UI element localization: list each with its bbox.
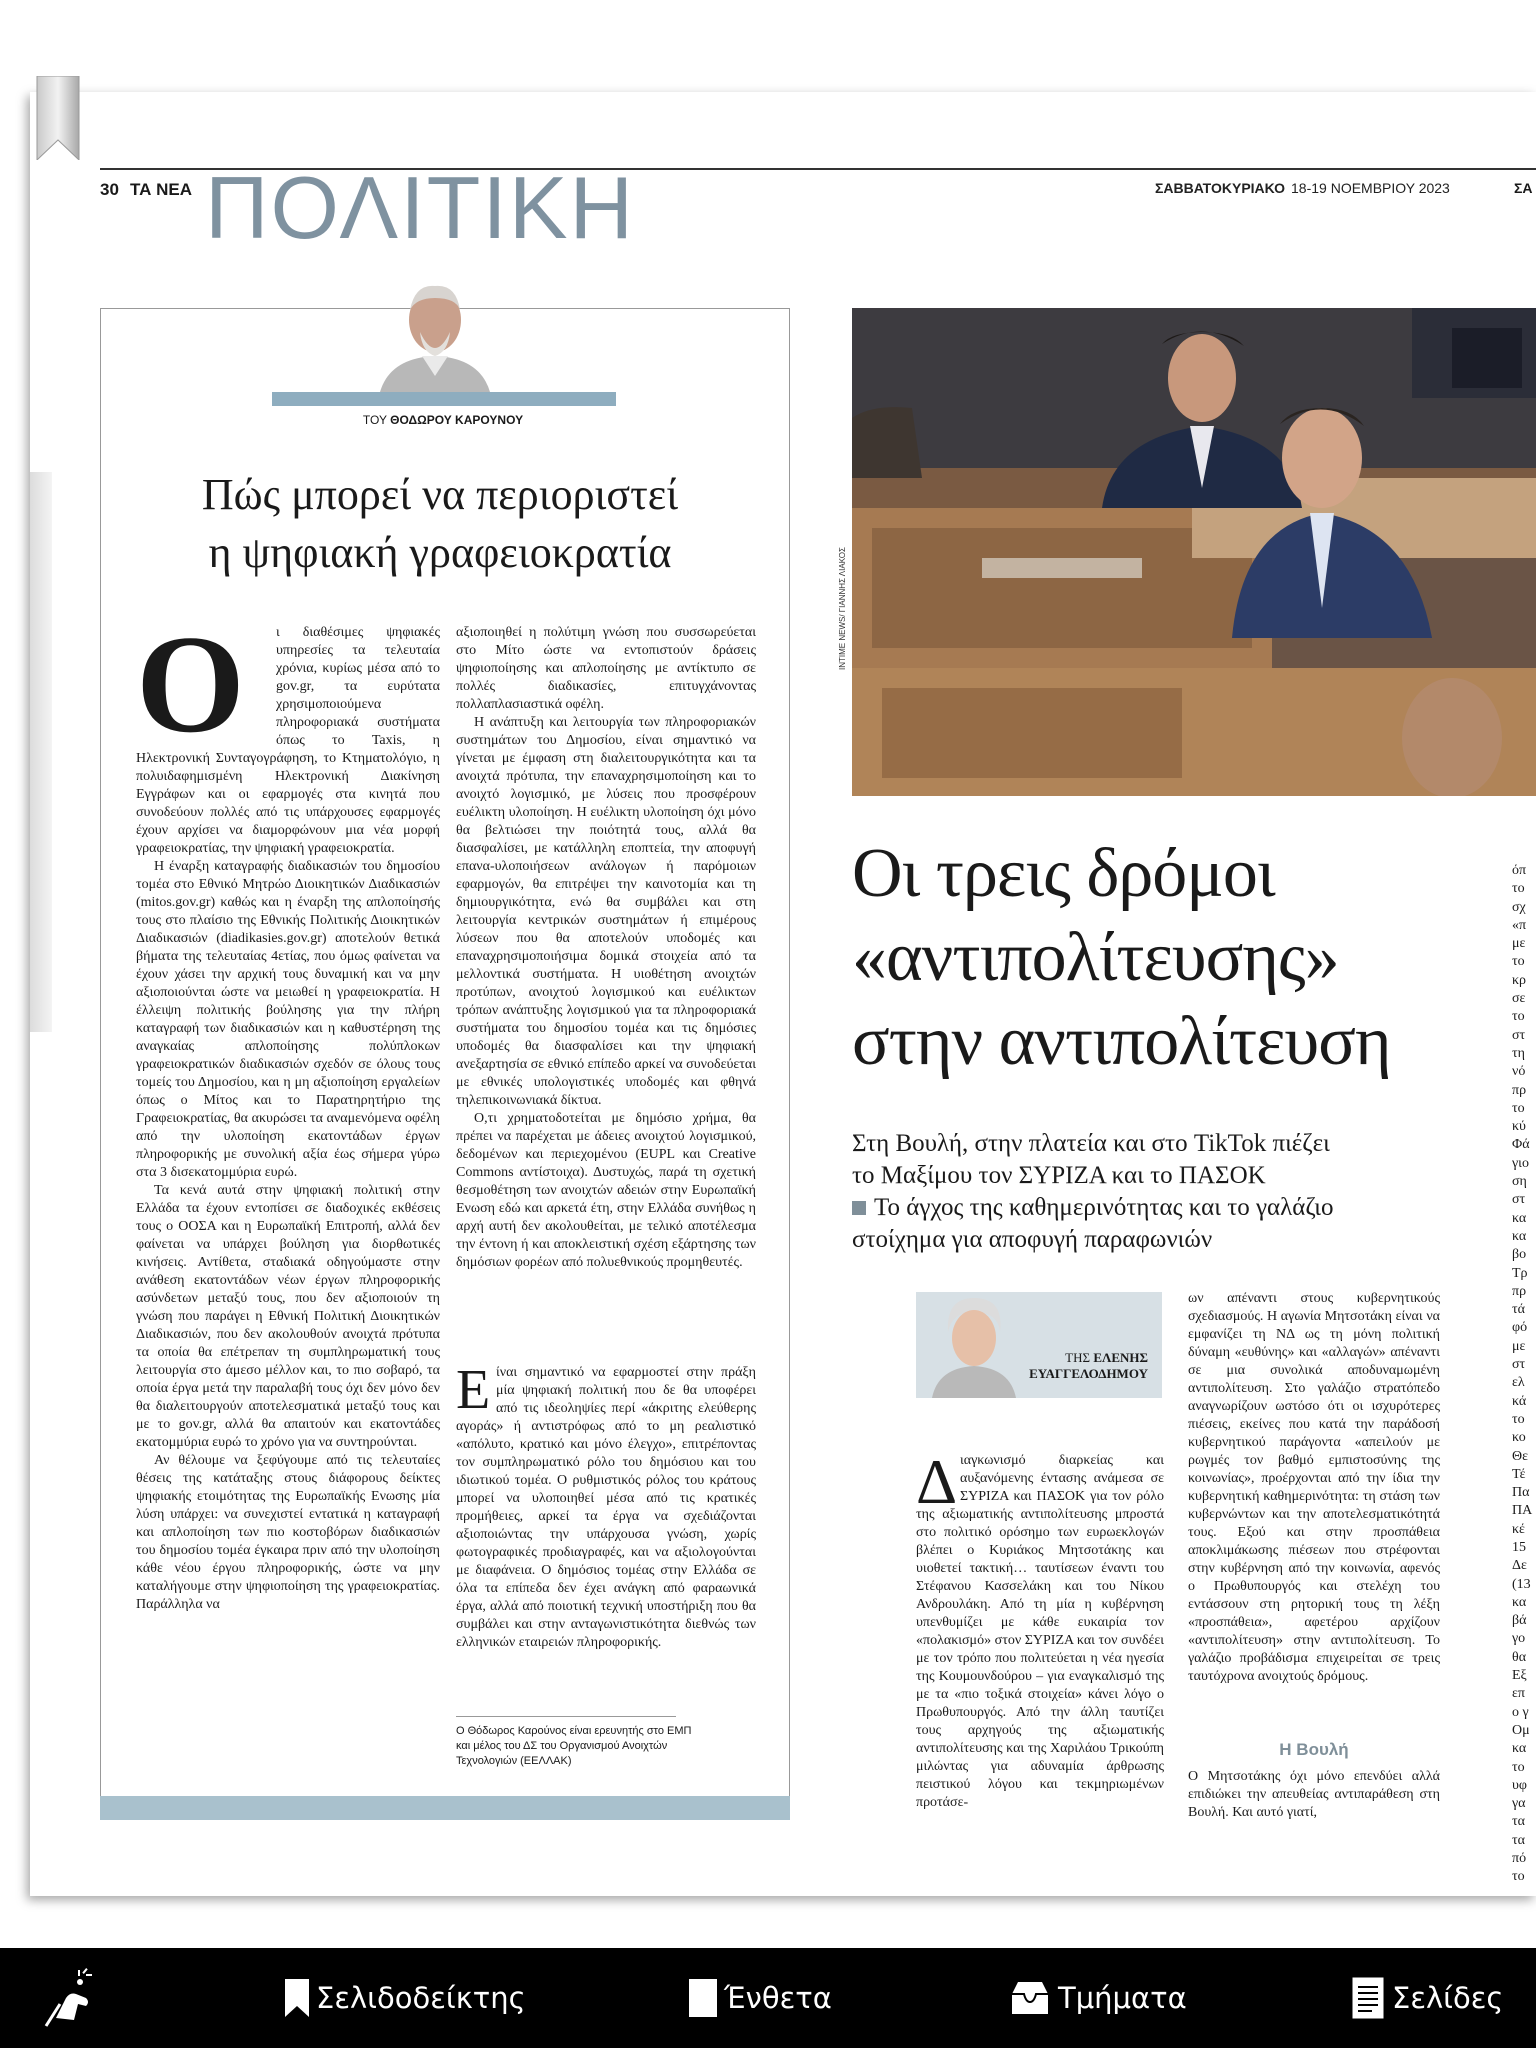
paragraph: Αν θέλουμε να ξεφύγουμε από τις τελευταίες θέσεις της κατάταξης στους διάφορους δείκτες ψηφιακής ετοιμότητας της Ευρωπαϊκής Ενωσης μία λύση υπάρχει: να συνεχιστεί εντατικά η καταγραφή και απλοποίηση των πιο κοστοβόρων διαδικασιών του δημοσίου τομέα έγκαιρα πριν από την υλοποίηση κάθε νέου έργου πληροφορικής, ώστε να μην καταλήγουμε στην ψηφιοποίηση της γραφειοκρατίας. Παράλληλα να bbox=[136, 1453, 440, 1612]
text-fragment: Ομ bbox=[1512, 1722, 1530, 1738]
text-fragment: το bbox=[1512, 1411, 1525, 1427]
paper-name: ΤΑ ΝΕΑ bbox=[130, 180, 193, 199]
text-fragment: σχ bbox=[1512, 899, 1526, 915]
main-headline-line: Οι τρεις δρόμοι bbox=[852, 835, 1275, 912]
byline-name: ΘΟΔΩΡΟΥ ΚΑΡΟΥΝΟΥ bbox=[390, 413, 524, 427]
author-footnote: Ο Θόδωρος Καρούνος είναι ερευνητής στο ΕΜΠ και μέλος του ΔΣ του Οργανισμού Ανοιχτών Τεχνολογιών (ΕΕΛΛΑΚ) bbox=[456, 1725, 692, 1767]
text-fragment: κύ bbox=[1512, 1119, 1526, 1135]
text-fragment: τα bbox=[1512, 1832, 1525, 1848]
story-column-2 bbox=[1188, 1290, 1440, 1736]
paragraph: ιαγκωνισμό διαρκείας και αυξανόμενης έντασης ανάμεσα σε ΣΥΡΙΖΑ και ΠΑΣΟΚ για τον ρόλο της αξιωματικής αντιπολίτευσης μπροστά στο πολιτικό ορόσημο των ευρωεκλογών βλέπει ο Κυριάκος Μητσοτάκης και υιοθετεί τακτική… ταυτίσεων έναντι του Στέφανου Κασσελάκη και του Νίκου Ανδρουλάκη. Από τη μία η κυβέρνηση υπενθυμίζει με κάθε ευκαιρία τον «πολακισμό» στον ΣΥΡΙΖΑ και τον συνδέει με τον τρόπο που πολιτεύεται η νέα ηγεσία της Κουμουνδούρου – για εναγκαλισμό της με τα «πιο τοξικά στοιχεία» κάνει λόγο ο Πρωθυπουργός. Από την άλλη ταυτίζει τους αρχηγούς της αξιωματικής αντιπολίτευσης και της Χαριλάου Τρικούπη μιλώντας για αδυναμία άρθρωσης πειστικού λόγου και τεκμηριωμένων προτάσε- bbox=[916, 1453, 1164, 1810]
menu-button[interactable] bbox=[40, 1948, 110, 2048]
text-fragment: ελ bbox=[1512, 1375, 1525, 1391]
pages-icon bbox=[1352, 1977, 1386, 2019]
text-fragment: τα bbox=[1512, 1814, 1525, 1830]
paragraph: Ο,τι χρηματοδοτείται με δημόσιο χρήμα, θα πρέπει να παρέχεται με άδειες ανοιχτού λογισμικού, δεδομένων και περιεχομένου (EUPL και Creative Commons αντίστοιχα). Δυστυχώς, παρά τη σχετική θεσμοθέτηση των ανοιχτών αδειών στην Ευρωπαϊκή Ενωση εδώ και αρκετά έτη, στην Ελλάδα συνήθως η αρχή αυτή δεν ακολουθείται, με τελικό αποτέλεσμα την έντονη ή και αποκλειστική σχέση εξάρτησης των δημόσιων φορέων από πολυεθνικούς προμηθευτές. bbox=[456, 1111, 756, 1270]
deck-line: στοίχημα για αποφυγή παραφωνιών bbox=[852, 1226, 1213, 1253]
footnote-rule bbox=[456, 1716, 676, 1717]
text-fragment: επ bbox=[1512, 1686, 1525, 1702]
text-fragment: κα bbox=[1512, 1741, 1527, 1757]
weekend-label: ΣΑΒΒΑΤΟΚΥΡΙΑΚΟ bbox=[1155, 180, 1286, 196]
page-edge-shadow bbox=[30, 472, 52, 1032]
text-fragment: το bbox=[1512, 954, 1525, 970]
bookmark-button[interactable] bbox=[284, 1948, 526, 2048]
story-deck bbox=[852, 1128, 1372, 1256]
text-fragment: βο bbox=[1512, 1247, 1527, 1263]
drop-cap: Ε bbox=[456, 1359, 491, 1421]
main-headline-line: στην αντιπολίτευση bbox=[852, 1003, 1391, 1080]
text-fragment: στ bbox=[1512, 1027, 1526, 1043]
deck-line: Το άγχος της καθημερινότητας και το γαλάζιο bbox=[874, 1194, 1334, 1221]
page-number: 30 bbox=[100, 180, 119, 199]
text-fragment: με bbox=[1512, 1338, 1526, 1354]
opinion-column-2 bbox=[456, 624, 756, 1324]
pages-label: Σελίδες bbox=[1392, 1981, 1504, 2015]
pages-button[interactable] bbox=[1352, 1948, 1503, 2048]
inserts-label: Ένθετα bbox=[724, 1981, 832, 2015]
photo-credit: INTIME NEWS/ ΓΙΑΝΝΗΣ ΛΙΑΚΟΣ bbox=[838, 547, 847, 670]
text-fragment: (13 bbox=[1512, 1576, 1531, 1592]
sections-button[interactable] bbox=[1008, 1948, 1187, 2048]
text-fragment: όπ bbox=[1512, 863, 1527, 878]
text-fragment: τη bbox=[1512, 1045, 1525, 1061]
text-fragment: βά bbox=[1512, 1613, 1527, 1629]
paragraph: ων απέναντι στους κυβερνητικούς σχεδιασμούς. Η αγωνία Μητσοτάκη είναι να εμφανίζει τη ΝΔ ως τη μόνη πολιτική δύναμη «ευθύνης» και «αλλαγών» απέναντι σε μια συνολικά αποδυναμωμένη αντιπολίτευση. Στο γαλάζιο στρατόπεδο αναγνωρίζουν ωστόσο ότι οι ισχυρότερες πιέσεις, εκείνες που κατά την παράδοσή κυβερνητικού παράγοντα «απειλούν με ρωγμές τον βαθμό εμπιστοσύνης της κοινωνίας», προέρχονται από την ίδια την κυβερνητική καθημερινότητα: τη στάση των κυβερνώντων και την αποτελεσματικότητά τους. Εξού και στην προσπάθεια αποκλιμάκωσης πιέσεων που στρέφονται στην κυβέρνηση από την κοινωνία, αφενός ο Πρωθυπουργός και στελέχη του εντάσσουν στη ρητορική τους τη λέξη «προσπάθεια», αφετέρου αρχίζουν «αντιπολίτευση» στην αντιπολίτευση. Το γαλάζιο προβάδισμα επιχειρείται σε τρεις ταυτόχρονα ανοιχτούς δρόμους. bbox=[1188, 1291, 1440, 1684]
text-fragment: ση bbox=[1512, 1174, 1527, 1190]
text-fragment: κα bbox=[1512, 1228, 1527, 1244]
text-fragment: «π bbox=[1512, 917, 1527, 933]
text-fragment: κα bbox=[1512, 1210, 1527, 1226]
text-fragment: γα bbox=[1512, 1796, 1526, 1812]
text-fragment: πό bbox=[1512, 1851, 1527, 1867]
byline-prefix: ΤΟΥ bbox=[362, 413, 387, 427]
text-fragment: κέ bbox=[1512, 1521, 1525, 1537]
text-fragment: Τέ bbox=[1512, 1466, 1526, 1482]
drop-cap: Δ bbox=[916, 1446, 958, 1517]
bottom-toolbar bbox=[0, 1948, 1536, 2048]
text-fragment: νό bbox=[1512, 1064, 1526, 1080]
text-fragment: το bbox=[1512, 1869, 1525, 1885]
text-fragment: υφ bbox=[1512, 1777, 1528, 1793]
text-fragment: γο bbox=[1512, 1631, 1526, 1647]
text-fragment: Τρ bbox=[1512, 1265, 1528, 1281]
text-fragment: Θε bbox=[1512, 1448, 1528, 1464]
paragraph: Τα κενά αυτά στην ψηφιακή πολιτική στην Ελλάδα τα έχουν εντοπίσει σε διαδοχικές εκθέσεις τους ο ΟΟΣΑ και η Ευρωπαϊκή Επιτροπή, αλλά δεν φαίνεται να υπάρχει βούληση για διορθωτικές κινήσεις. Αντίθετα, σταδιακά οδηγούμαστε στην ανάθεση εκατοντάδων νέων έργων πληροφορικής ασύνδετων μεταξύ τους, που δεν αξιοποιούν τη γνώση που παράγει η Εθνική Πολιτική Διοικητικών Διαδικασιών, που δεν ακολουθούν ανοιχτά πρότυπα τα οποία θα επέτρεπαν τη συμπληρωματική τους λειτουργία στο άμεσο μέλλον και, το πιο σοβαρό, τα οποία έργα μετά την παραλαβή τους όχι δεν μόνο δεν θα διαλειτουργούν αποτελεσματικά μεταξύ τους και με το gov.gr, αλλά θα απαιτούν και εκατοντάδες εκατομμύρια ευρώ το χρόνο για να συντηρούνται. bbox=[136, 1183, 440, 1450]
text-fragment: ΠΑ bbox=[1512, 1503, 1533, 1519]
deck-line: το Μαξίμου τον ΣΥΡΙΖΑ και το ΠΑΣΟΚ bbox=[852, 1162, 1266, 1189]
text-fragment: 15 bbox=[1512, 1539, 1526, 1555]
text-fragment: στ bbox=[1512, 1357, 1526, 1373]
paragraph: αξιοποιηθεί η πολύτιμη γνώση που συσσωρεύεται στο Μίτο ώστε να εντοπιστούν δράσεις ψηφιοποίησης και απλοποίησης με αντίκτυπο σε πολλές διαδικασίες, επιτυγχάνοντας πολλαπλασιαστικά οφέλη. bbox=[456, 625, 756, 712]
paragraph: Ο Μητσοτάκης όχι μόνο επενδύει αλλά επιδιώκει την απευθείας αντιπαράθεση στη Βουλή. Και αυτό γιατί, bbox=[1188, 1769, 1440, 1820]
paragraph: Η έναρξη καταγραφής διαδικασιών του δημοσίου τομέα στο Εθνικό Μητρώο Διοικητικών Διαδικασιών (mitos.gov.gr) καθώς και η έναρξη της απλοποίησής τους στο πλαίσιο της Εθνικής Πολιτικής Διοικητικών Διαδικασιών (diadikasies.gov.gr) αποτελούν θετικά βήματα της τελευταίας 4ετίας, που όμως φαίνεται να έχουν χάσει την αρχική τους δυναμική και να μην αξιοποιούνται ώστε να μειωθεί η γραφειοκρατία. Η έλλειψη πολιτικής βούλησης για την πλήρη καταγραφή των διαδικασιών και η καθυστέρηση της αναγκαίας απλοποίησης πολύπλοκων γραφειοκρατικών διαδικασιών σχεδόν σε όλους τους τομείς του Δημοσίου, και η μη αξιοποίηση εργαλείων όπως ο Μίτος και το Παρατηρητήριο της Γραφειοκρατίας, θα ακυρώσει τα αναμενόμενα οφέλη από την υλοποίηση εκατοντάδων έργων πληροφορικής με συνολική αξία έως σήμερα γύρω στα 3 δισεκατομμύρια ευρώ. bbox=[136, 859, 440, 1180]
text-fragment: φό bbox=[1512, 1320, 1528, 1336]
story-byline bbox=[1010, 1350, 1148, 1382]
opinion-column-1 bbox=[136, 624, 440, 1776]
byline-name: ΕΛΕΝΗΣ bbox=[1093, 1350, 1148, 1365]
sections-label: Τμήματα bbox=[1058, 1981, 1187, 2015]
opinion-headline-line: Πώς μπορεί να περιοριστεί bbox=[201, 470, 679, 519]
text-fragment: κα bbox=[1512, 1594, 1527, 1610]
text-fragment: με bbox=[1512, 936, 1526, 952]
inserts-button[interactable] bbox=[688, 1948, 832, 2048]
text-fragment: πρ bbox=[1512, 1283, 1527, 1299]
text-fragment: σε bbox=[1512, 991, 1526, 1007]
bullet-square-icon bbox=[852, 1201, 866, 1215]
inbox-tray-icon bbox=[1008, 1980, 1052, 2016]
opinion-column-2b bbox=[456, 1359, 756, 1706]
byline-name: ΕΥΑΓΓΕΛΟΔΗΜΟΥ bbox=[1029, 1366, 1148, 1381]
story-column-2b bbox=[1188, 1768, 1440, 1822]
date-text: 18-19 ΝΟΕΜΒΡΙΟΥ 2023 bbox=[1291, 180, 1450, 196]
text-fragment: κρ bbox=[1512, 972, 1527, 988]
text-fragment: θα bbox=[1512, 1649, 1527, 1665]
text-fragment: ο γ bbox=[1512, 1704, 1529, 1720]
text-fragment: Εξ bbox=[1512, 1668, 1527, 1684]
text-fragment: κά bbox=[1512, 1393, 1527, 1409]
text-fragment: τά bbox=[1512, 1302, 1525, 1318]
next-page-text-fragments bbox=[1512, 862, 1536, 1887]
next-page-header: ΣΑ bbox=[1514, 180, 1533, 196]
text-fragment: το bbox=[1512, 1100, 1525, 1116]
text-fragment: το bbox=[1512, 881, 1525, 897]
opinion-headline-line: η ψηφιακή γραφειοκρατία bbox=[208, 528, 672, 577]
text-fragment: το bbox=[1512, 1759, 1525, 1775]
opinion-headline bbox=[130, 466, 750, 582]
bookmark-ribbon-icon[interactable] bbox=[35, 76, 81, 160]
paragraph: Η ανάπτυξη και λειτουργία των πληροφοριακών συστημάτων του Δημοσίου, είναι σημαντικό να γίνεται με έμφαση στη διαλειτουργικότητα και τα ανοιχτά πρότυπα, την επαναχρησιμοποίηση και το ανοιχτό λογισμικό, με λύσεις που προσφέρουν ευέλικτη υλοποίηση. Η ευέλικτη υλοποίηση όχι μόνο θα βελτιώσει την ποιότητά τους, αλλά θα διασφαλίσει, με κατάλληλη εποπτεία, την αποφυγή επανα-υλοποιήσεων ανάλογων ή παρόμοιων εφαρμογών, θα επιτρέψει την καινοτομία και τη δημιουργικότητα, ενώ θα συμβάλει και στη λειτουργία κεντρικών συστημάτων ή επιμέρους λύσεων που θα αποτελούν υποδομές και επαναχρησιμοποιήσιμα δομικά στοιχεία από τα μελλοντικά συστήματα. Η υιοθέτηση ανοιχτών προτύπων, ανοιχτού λογισμικού και ευέλικτων τρόπων ανάπτυξης λογισμικού για τα πληροφοριακά συστήματα του δημοσίου τομέα και τις δημόσιες υποδομές θα διασφαλίσει και την ψηφιακή ανεξαρτησία σε εθνικό επίπεδο αρκεί να συνοδεύεται με εθνικές υπολογιστικές υποδομές και φθηνά τηλεπικοινωνιακά δίκτυα. bbox=[456, 715, 756, 1108]
deck-line: Στη Βουλή, στην πλατεία και στο TikTok πιέζει bbox=[852, 1130, 1330, 1157]
paragraph: ι διαθέσιμες ψηφιακές υπηρεσίες τα τελευταία χρόνια, κυρίως μέσα από το gov.gr, τα ευρύτατα χρησιμοποιούμενα πληροφοριακά συστήματα όπως το Taxis, η Ηλεκτρονική Συνταγογράφηση, το Κτηματολόγιο, η πολυιδαφημισμένη Ηλεκτρονική Διακίνηση Εγγράφων και οι εφαρμογές στα κινητά που συνοδεύουν πολλές από τις υπάρχουσες εφαρμογές έχουν αρχίσει να διαμορφώνουν μια νέα μορφή γραφειοκρατίας, την ψηφιακή γραφειοκρατία. bbox=[136, 625, 440, 856]
bookmark-label: Σελιδοδείκτης bbox=[316, 1981, 526, 2015]
author-portrait-photo bbox=[926, 1292, 1022, 1398]
text-fragment: γιο bbox=[1512, 1155, 1529, 1171]
main-headline-line: «αντιπολίτευσης» bbox=[852, 919, 1339, 996]
paragraph: ίναι σημαντικό να εφαρμοστεί στην πράξη μία ψηφιακή πολιτική που δε θα υποφέρει από τις ιδεοληψίες περί «άκριτης ελεύθερης αγοράς» ή αντιστρόφως από το μη ρεαλιστικό «απόλυτο, κρατικό και μόνο έλεγχο», επιτρέποντας τον συμπληρωματικό ρόλο του δημόσιου και του ιδιωτικού τομέα. Ο ρυθμιστικός ρόλος του κράτους μπορεί να υλοποιηθεί μέσα από τις κρατικές προμήθειες, αρκεί τα έργα να σχεδιάζονται αξιοποιώντας την υπάρχουσα γνώση, χωρίς φωτογραφικές προδιαγραφές, και να αξιολογούνται με διαφάνεια. Ο δημόσιος τομέας στην Ελλάδα σε όλα τα επίπεδα δεν έχει ανάγκη από φαραωνικά έργα, αλλά από ποιοτική τεχνική υποστήριξη που θα συμβάλει και στην ανταγωνιστικότητα διεθνώς των ελληνικών εταιρειών πληροφορικής. bbox=[456, 1365, 756, 1650]
byline-prefix: ΤΗΣ bbox=[1065, 1350, 1091, 1365]
text-fragment: στ bbox=[1512, 1192, 1526, 1208]
text-fragment: Πα bbox=[1512, 1485, 1530, 1501]
opinion-bottom-bar bbox=[100, 1796, 790, 1820]
text-fragment: Φά bbox=[1512, 1137, 1530, 1153]
drop-cap: Ο bbox=[136, 607, 245, 762]
opinion-byline bbox=[200, 413, 686, 427]
main-headline bbox=[852, 832, 1492, 1084]
issue-date bbox=[1155, 180, 1450, 196]
text-fragment: Δε bbox=[1512, 1558, 1527, 1574]
story-column-1 bbox=[916, 1446, 1164, 1822]
hand-tap-icon bbox=[40, 1968, 104, 2028]
text-fragment: κο bbox=[1512, 1430, 1526, 1446]
section-subhead: Η Βουλή bbox=[1279, 1740, 1349, 1759]
bookmark-icon bbox=[284, 1978, 310, 2018]
parliament-photo bbox=[852, 308, 1536, 796]
portrait-bar bbox=[272, 392, 616, 406]
document-icon bbox=[688, 1978, 718, 2018]
section-title: ΠΟΛΙΤΙΚΗ bbox=[205, 158, 636, 257]
text-fragment: το bbox=[1512, 1009, 1525, 1025]
author-portrait-photo bbox=[370, 272, 500, 392]
text-fragment: πρ bbox=[1512, 1082, 1527, 1098]
